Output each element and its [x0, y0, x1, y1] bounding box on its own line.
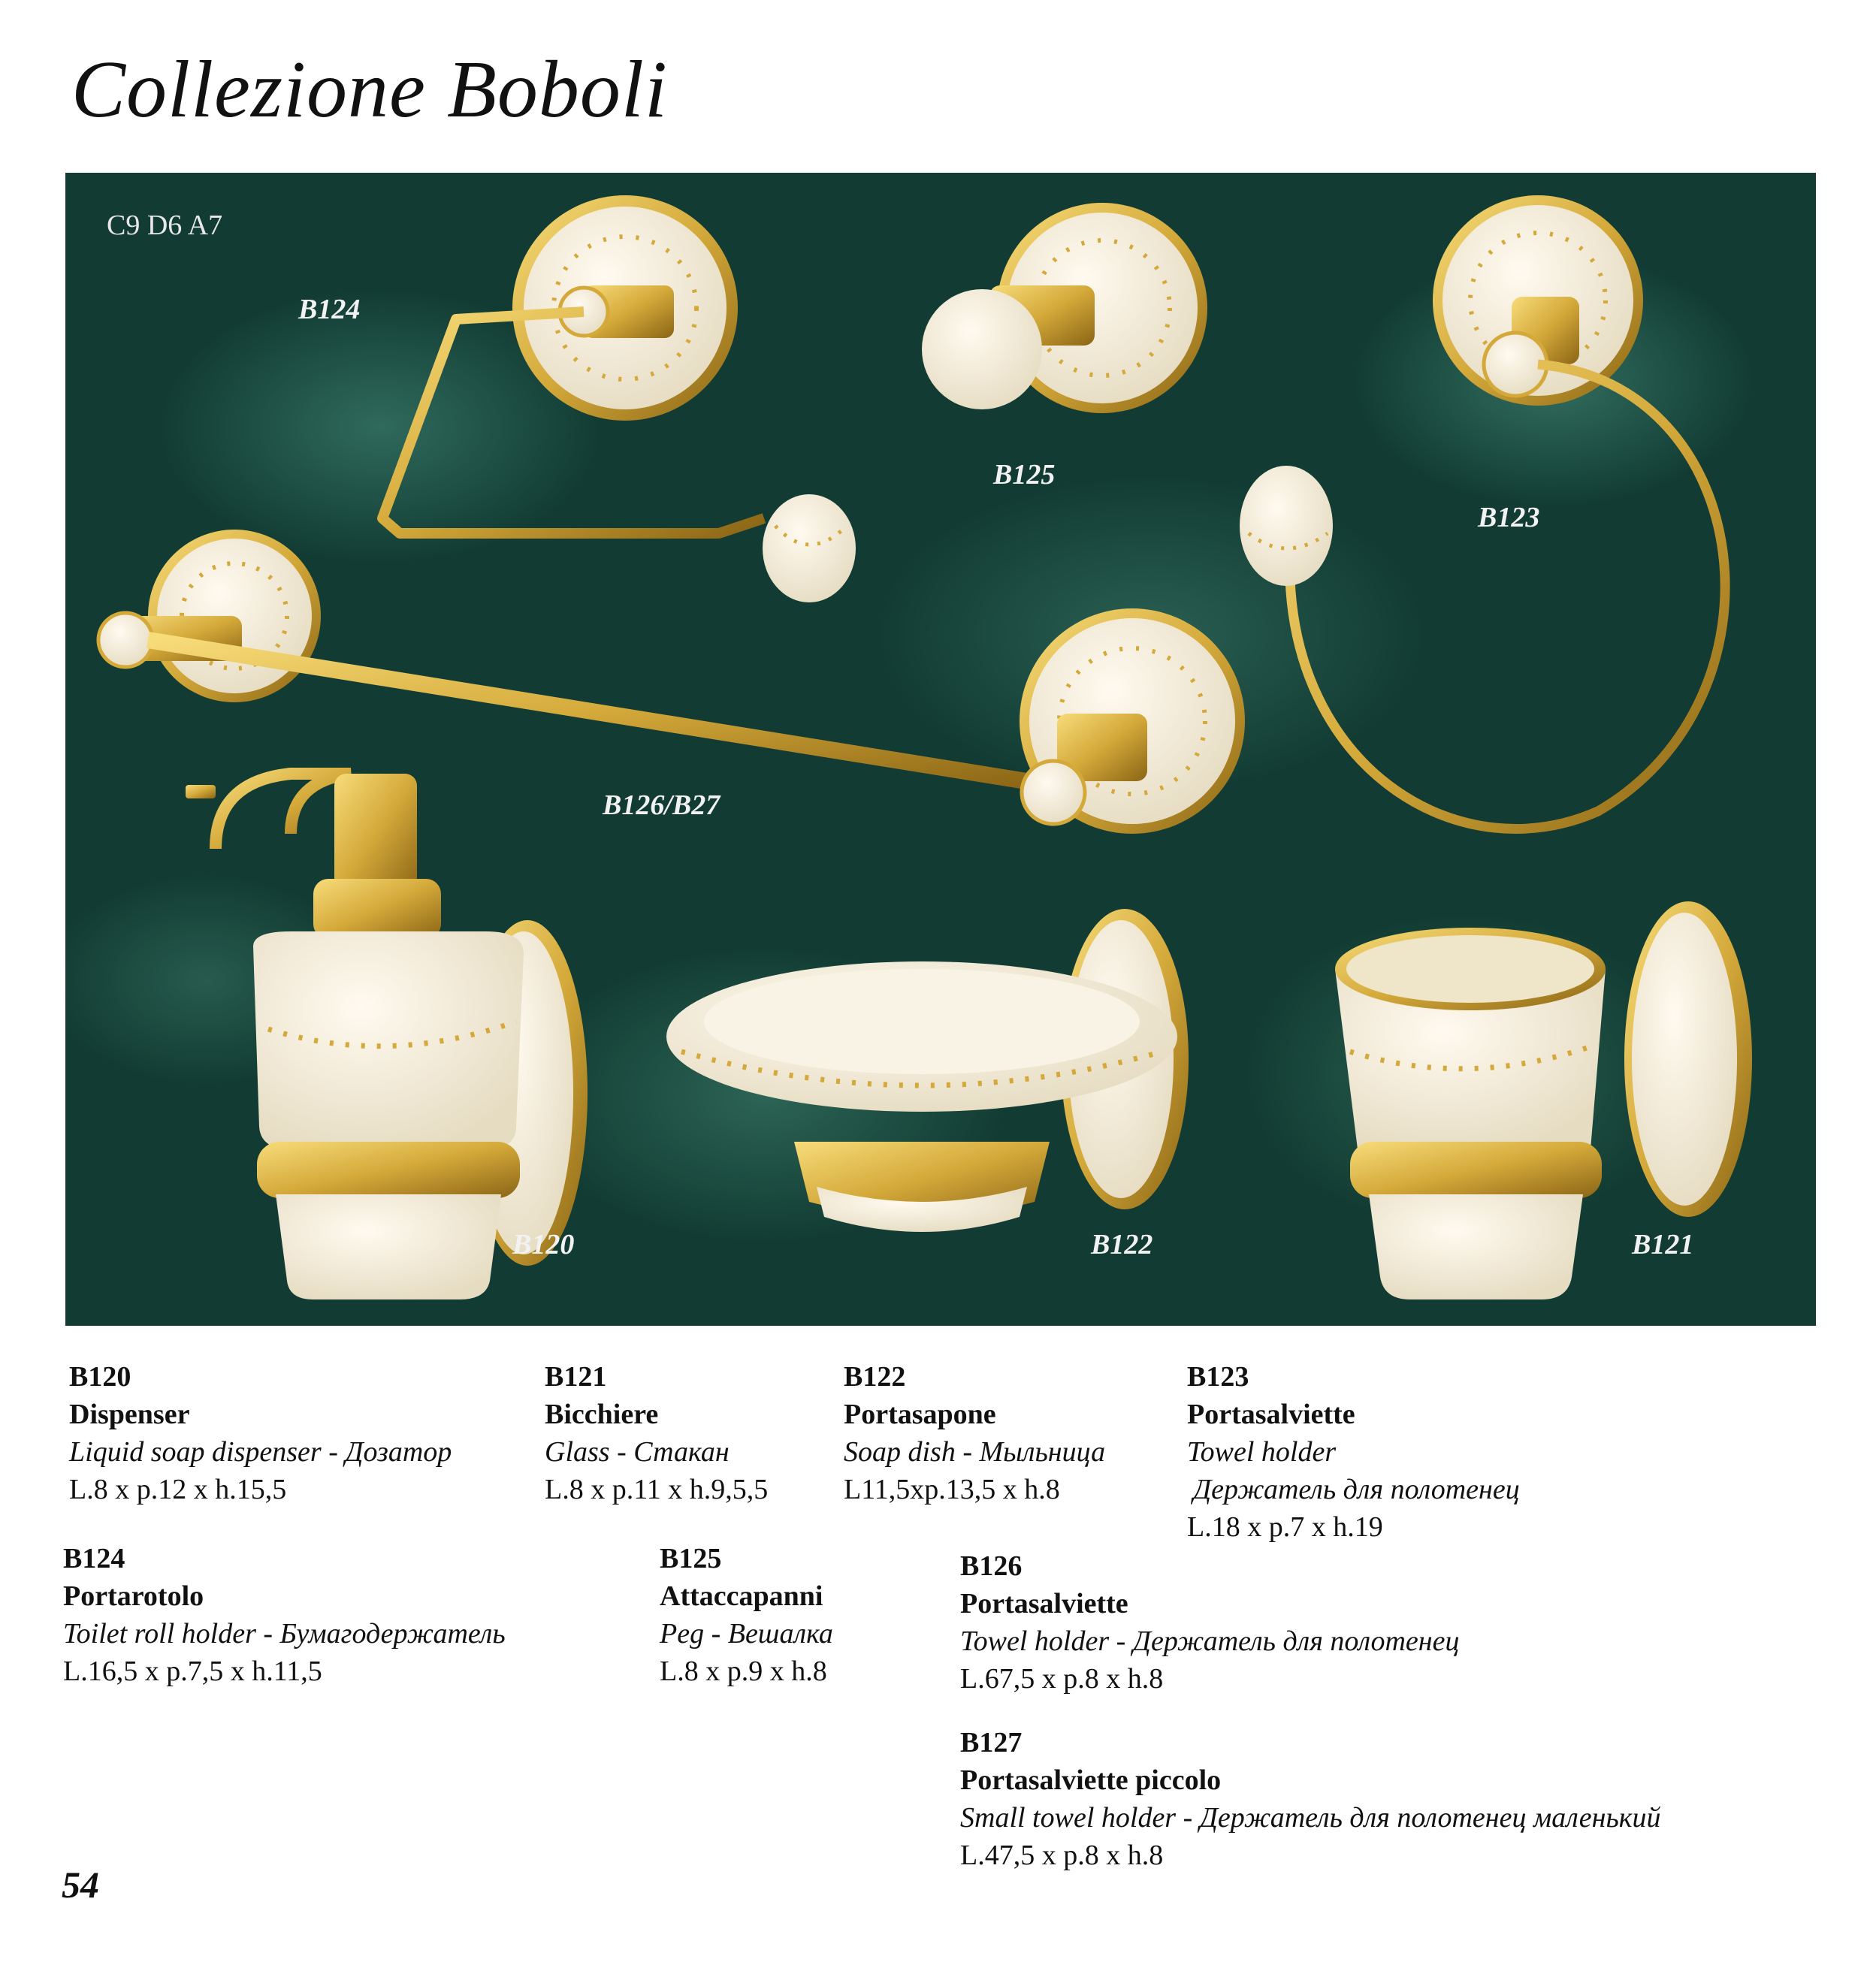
page-number: 54: [62, 1864, 99, 1906]
product-name: Bicchiere: [545, 1399, 659, 1430]
spec-b125: [660, 1540, 833, 1690]
product-code: B122: [844, 1361, 906, 1393]
product-name: Attaccapanni: [660, 1580, 823, 1612]
product-code: B120: [69, 1361, 131, 1393]
product-photo: [65, 173, 1816, 1326]
product-code: B121: [545, 1361, 607, 1393]
product-dimensions: L.47,5 x p.8 x h.8: [960, 1840, 1164, 1871]
spec-b120: [69, 1358, 452, 1508]
product-name: Portasalviette piccolo: [960, 1764, 1222, 1796]
product-name: Portasalviette: [960, 1588, 1128, 1619]
product-description: Small towel holder - Держатель для полотенец маленький: [960, 1802, 1661, 1834]
product-description: Toilet roll holder - Бумагодержатель: [63, 1618, 506, 1650]
product-dimensions: L.16,5 x p.7,5 x h.11,5: [63, 1656, 322, 1687]
product-description-ru: Держатель для полотенец: [1193, 1474, 1520, 1505]
product-dimensions: L.67,5 x p.8 x h.8: [960, 1663, 1164, 1695]
product-name: Portasapone: [844, 1399, 996, 1430]
product-name: Dispenser: [69, 1399, 190, 1430]
finish-code: C9 D6 A7: [107, 210, 223, 241]
product-dimensions: L.18 x p.7 x h.19: [1187, 1511, 1383, 1543]
product-dimensions: L.8 x p.9 x h.8: [660, 1656, 827, 1687]
product-code: B126: [960, 1550, 1023, 1582]
product-description: Towel holder: [1187, 1436, 1337, 1468]
spec-b123: [1187, 1358, 1520, 1546]
product-description: Towel holder - Держатель для полотенец: [960, 1625, 1460, 1657]
label-b124: B124: [298, 294, 361, 325]
product-illustration: [65, 173, 1816, 1326]
peg-image: [922, 203, 1207, 413]
product-code: B125: [660, 1543, 722, 1574]
toilet-roll-holder-image: [382, 195, 856, 602]
product-dimensions: L.8 x p.11 x h.9,5,5: [545, 1474, 769, 1505]
product-code: B124: [63, 1543, 125, 1574]
product-code: B127: [960, 1727, 1023, 1758]
product-description: Soap dish - Мыльница: [844, 1436, 1106, 1468]
product-description: Glass - Стакан: [545, 1436, 730, 1468]
spec-b122: [844, 1358, 1105, 1508]
spec-b127: [960, 1724, 1661, 1874]
product-description: Liquid soap dispenser - Дозатор: [69, 1436, 452, 1468]
spec-b121: [545, 1358, 768, 1508]
product-code: B123: [1187, 1361, 1249, 1393]
product-dimensions: L.8 x p.12 x h.15,5: [69, 1474, 287, 1505]
product-description: Peg - Вешалка: [660, 1618, 833, 1650]
spec-b124: [63, 1540, 506, 1690]
page-title: Collezione Boboli: [71, 45, 668, 134]
product-dimensions: L11,5xp.13,5 x h.8: [844, 1474, 1060, 1505]
spec-b126: [960, 1547, 1460, 1698]
label-b121: B121: [1632, 1229, 1694, 1260]
product-name: Portarotolo: [63, 1580, 204, 1612]
product-name: Portasalviette: [1187, 1399, 1355, 1430]
label-b125: B125: [993, 459, 1056, 490]
label-b122: B122: [1091, 1229, 1153, 1260]
label-b126: B126/B27: [603, 789, 720, 821]
label-b123: B123: [1478, 502, 1540, 533]
dispenser-image: [186, 774, 588, 1299]
label-b120: B120: [512, 1229, 575, 1260]
soap-dish-image: [666, 909, 1189, 1232]
